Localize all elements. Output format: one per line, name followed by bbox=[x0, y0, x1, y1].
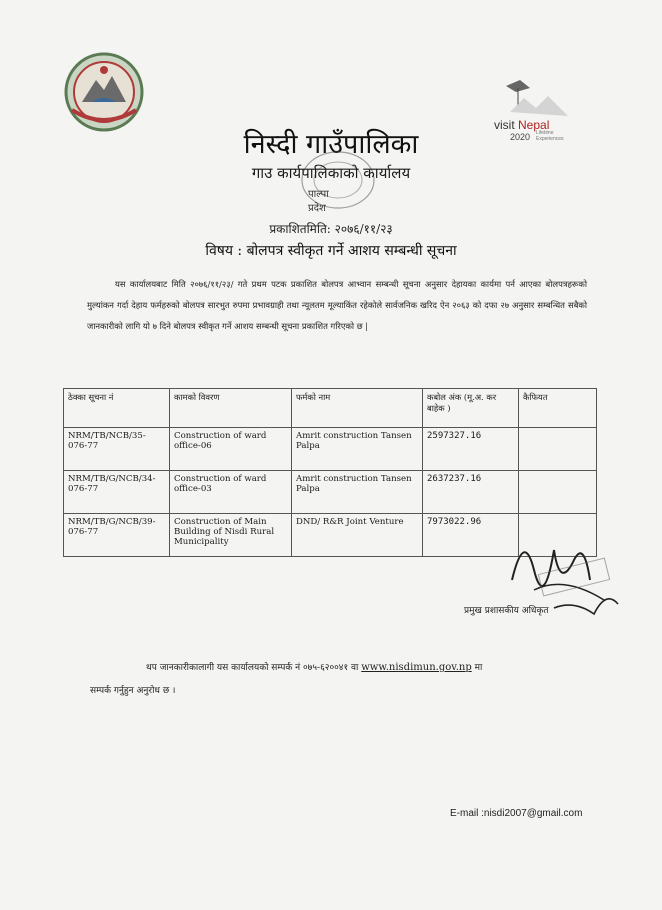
province-name: प्रदेश bbox=[308, 203, 326, 214]
visit-nepal-tagline: Lifetime Experiences bbox=[536, 130, 564, 142]
header-remarks: कैफियत bbox=[519, 389, 597, 428]
header-bid-amount: कबोल अंक (मू.अ. कर बाहेक ) bbox=[423, 389, 519, 428]
notice-body-paragraph: यस कार्यालयबाट मिति २०७६/११/२३/ गते प्रथम पटक प्रकाशित बोलपत्र आभ्वान सम्बन्धी सूचना अनुसार देहायका कार्यमा पर्न आएका बोलपत्रहरूको मुल्यांकन गर्दा देहाय फर्महरुको बोलपत्र सारभुत रुपमा प्रभावग्राही तथा न्यूलतम मूल्याकिंत रहेकोले सार्वजनिक खरिद ऐन २०६३ को दफा २७ अनुसार सम्बन्धित सबैको जानकारीको लागि यो ७ दिने बोलपत्र स्वीकृत गर्ने आशय सम्बन्धी सूचना प्रकाशित गरिएको छ | bbox=[87, 279, 587, 331]
firm-cell: DND/ R&R Joint Venture bbox=[292, 514, 423, 557]
amount-cell: 2597327.16 bbox=[423, 428, 519, 471]
notice-no-cell: NRM/TB/G/NCB/34-076-77 bbox=[64, 471, 170, 514]
office-name: गाउ कार्यपालिकाको कार्यालय bbox=[251, 164, 411, 182]
signatory-title: प्रमुख प्रशासकीय अधिकृत bbox=[464, 606, 549, 616]
table-header-row bbox=[64, 389, 597, 428]
header-notice-no: ठेक्का सूचना नं bbox=[64, 389, 170, 428]
work-cell: Construction of ward office-06 bbox=[170, 428, 292, 471]
header-firm-name: फर्मको नाम bbox=[292, 389, 423, 428]
remarks-cell bbox=[519, 471, 597, 514]
amount-cell: 7973022.96 bbox=[423, 514, 519, 557]
contact-prefix: थप जानकारीकालागी यस कार्यालयको सम्पर्क नं ०७५-६२००४१ वा bbox=[146, 663, 359, 673]
table-row bbox=[64, 428, 597, 471]
visit-nepal-text: visit Nepal bbox=[494, 118, 550, 132]
header-work-description: कामको विवरण bbox=[170, 389, 292, 428]
work-cell: Construction of ward office-03 bbox=[170, 471, 292, 514]
contact-suffix: मा bbox=[474, 663, 483, 673]
amount-cell: 2637237.16 bbox=[423, 471, 519, 514]
remarks-cell bbox=[519, 428, 597, 471]
visit-nepal-year: 2020 bbox=[510, 132, 531, 142]
contact-line bbox=[146, 660, 482, 673]
table-row bbox=[64, 471, 597, 514]
notice-no-cell: NRM/TB/G/NCB/39-076-77 bbox=[64, 514, 170, 557]
notice-subject: विषय : बोलपत्र स्वीकृत गर्ने आशय सम्बन्धी सूचना bbox=[205, 243, 457, 259]
firm-cell: Amrit construction Tansen Palpa bbox=[292, 471, 423, 514]
firm-cell: Amrit construction Tansen Palpa bbox=[292, 428, 423, 471]
website-link[interactable]: www.nisdimun.gov.np bbox=[361, 662, 472, 673]
work-cell: Construction of Main Building of Nisdi Rural Municipality bbox=[170, 514, 292, 557]
nepal-emblem-icon bbox=[62, 50, 146, 134]
district-name: पाल्पा bbox=[308, 189, 329, 200]
email-address: E-mail :nisdi2007@gmail.com bbox=[450, 808, 583, 819]
published-date: प्रकाशितमिति: २०७६/११/२३ bbox=[269, 222, 393, 236]
municipality-title: निस्दी गाउँपालिका bbox=[243, 129, 419, 160]
notice-no-cell: NRM/TB/NCB/35-076-77 bbox=[64, 428, 170, 471]
contact-request: सम्पर्क गर्नुहुन अनुरोध छ । bbox=[90, 686, 176, 696]
